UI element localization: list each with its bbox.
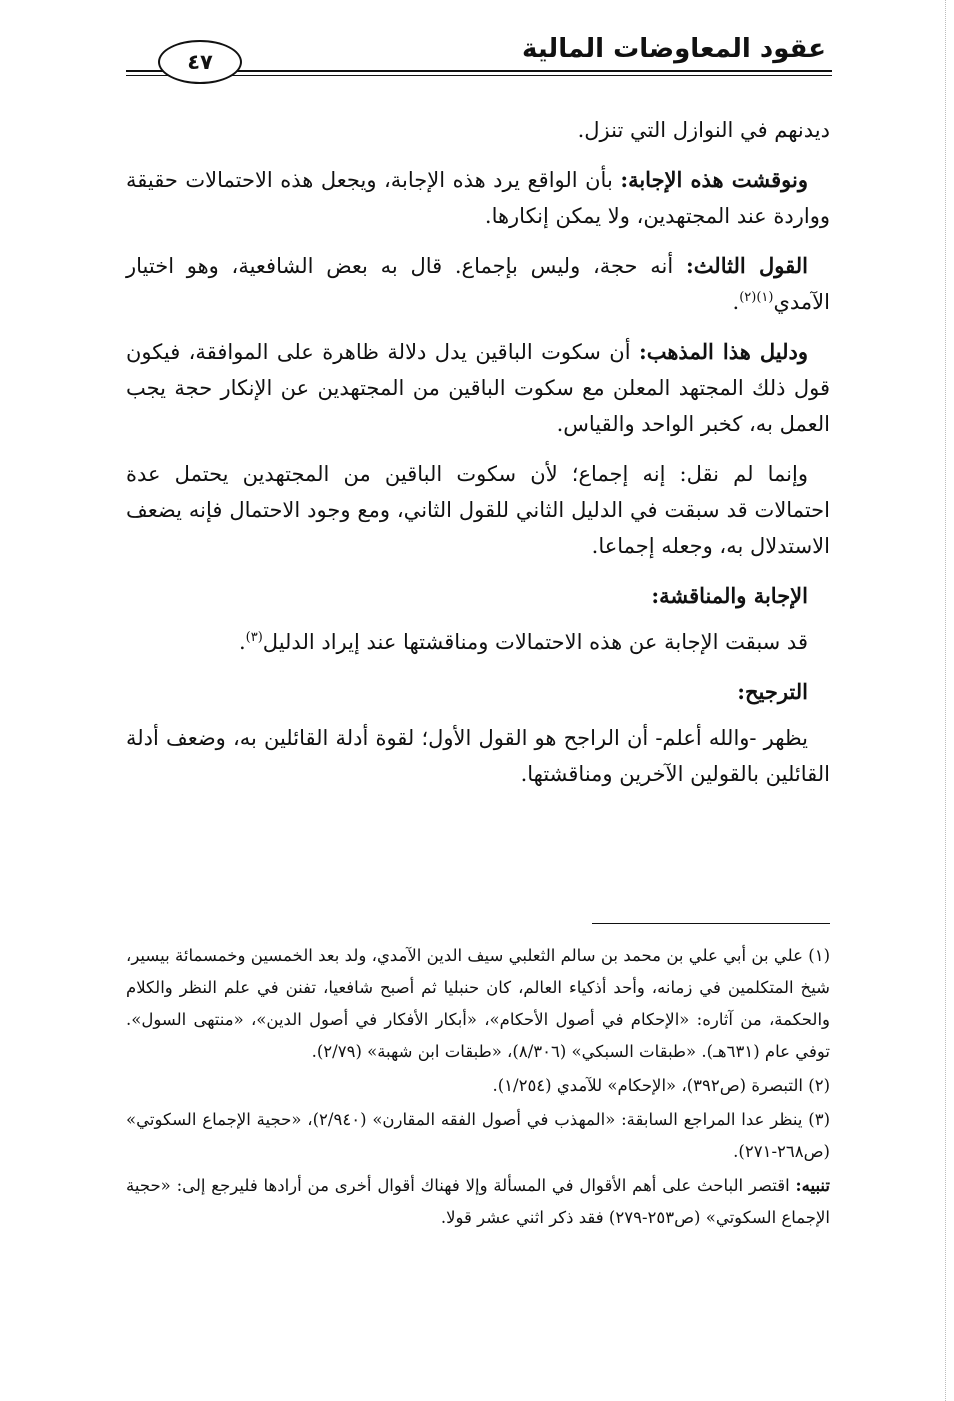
footnote-ref-3[interactable]: (٣) (245, 630, 263, 645)
paragraph-2-lead: ونوقشت هذه الإجابة: (620, 167, 808, 192)
page-number: ٤٧ (187, 50, 213, 74)
footnote-3: (٣) ينظر عدا المراجع السابقة: «المهذب في أصول الفقه المقارن» (٢/٩٤٠)، «حجية الإجماع السكوتي» (ص٢٦٨-٢٧١). (126, 1110, 831, 1161)
footnotes (126, 940, 830, 1236)
paragraph-3-lead: القول الثالث: (685, 253, 809, 278)
paragraph-6-text: قد سبقت الإجابة عن هذه الاحتمالات ومناقشتها عند إيراد الدليل (262, 630, 808, 654)
paragraph-6 (126, 624, 830, 660)
running-header-title: عقود المعاوضات المالية (522, 34, 826, 64)
paragraph-5: وإنما لم نقل: إنه إجماع؛ لأن سكوت الباقين من المجتهدين يحتمل عدة احتمالات قد سبقت في الدليل الثاني للقول الثاني، ومع وجود الاحتمال فإنه يضعف الاستدلال به، وجعله إجماعا. (126, 462, 830, 558)
section-heading-preference: الترجيح: (737, 679, 808, 704)
paragraph-3-text: أنه حجة، وليس بإجماع. قال به بعض الشافعية، وهو اختيار الآمدي (126, 254, 830, 314)
paragraph-2 (126, 162, 830, 234)
footnote-separator (592, 923, 830, 924)
paragraph-7: يظهر -والله أعلم- أن الراجح هو القول الأول؛ لقوة أدلة القائلين به، وضعف أدلة القائلين بالقولين الآخرين ومناقشتها. (126, 726, 830, 786)
footnote-2: (٢) التبصرة (ص٣٩٢)، «الإحكام» للآمدي (١/٢٥٤). (492, 1076, 830, 1095)
note-text: اقتصر الباحث على أهم الأقوال في المسألة وإلا فهناك أقوال أخرى من أرادها فليرجع إلى: «حجية الإجماع السكوتي» (ص٢٥٣-٢٧٩) فقد ذكر اثني عشر قولا. (126, 1176, 830, 1227)
paragraph-4 (126, 334, 830, 442)
paragraph-4-lead: ودليل هذا المذهب: (638, 339, 808, 364)
scan-edge (943, 0, 946, 1401)
section-heading-answer: الإجابة والمناقشة: (651, 583, 808, 608)
paragraph-3-end: . (732, 290, 740, 314)
page-number-badge (158, 40, 242, 84)
footnote-note (126, 1170, 830, 1234)
paragraph-2-text: بأن الواقع يرد هذه الإجابة، ويجعل هذه الاحتمالات حقيقة وواردة عند المجتهدين، ولا يمكن إنكارها. (126, 168, 830, 228)
body-text (126, 112, 830, 806)
paragraph-1: ديدنهم في النوازل التي تنزل. (577, 118, 830, 142)
paragraph-4-text: أن سكوت الباقين يدل دلالة ظاهرة على الموافقة، فيكون قول ذلك المجتهد المعلن مع سكوت الباقين من المجتهدين عن الإنكار حجة يجب العمل به، كخبر الواحد والقياس. (126, 340, 830, 436)
note-label: تنبيه: (795, 1176, 830, 1195)
footnote-refs-1-2[interactable]: (١)(٢) (739, 290, 774, 305)
footnote-1: (١) علي بن أبي علي بن محمد بن سالم الثعلبي سيف الدين الآمدي، ولد بعد الخمسين وخمسمائة بيسير، شيخ المتكلمين في زمانه، وأحد أذكياء العالم، كان حنبليا ثم أصبح شافعيا، تفنن في علم النظر والكلام والحكمة، من آثاره: «الإحكام في أصول الأحكام»، «أبكار الأفكار في أصول الدين»، «منتهى السول». توفي عام (٦٣١هـ). «طبقات السبكي» (٨/٣٠٦)، «طبقات ابن شهبة» (٢/٧٩). (126, 946, 830, 1061)
paragraph-6-end: . (238, 630, 246, 654)
paragraph-3 (126, 248, 830, 320)
